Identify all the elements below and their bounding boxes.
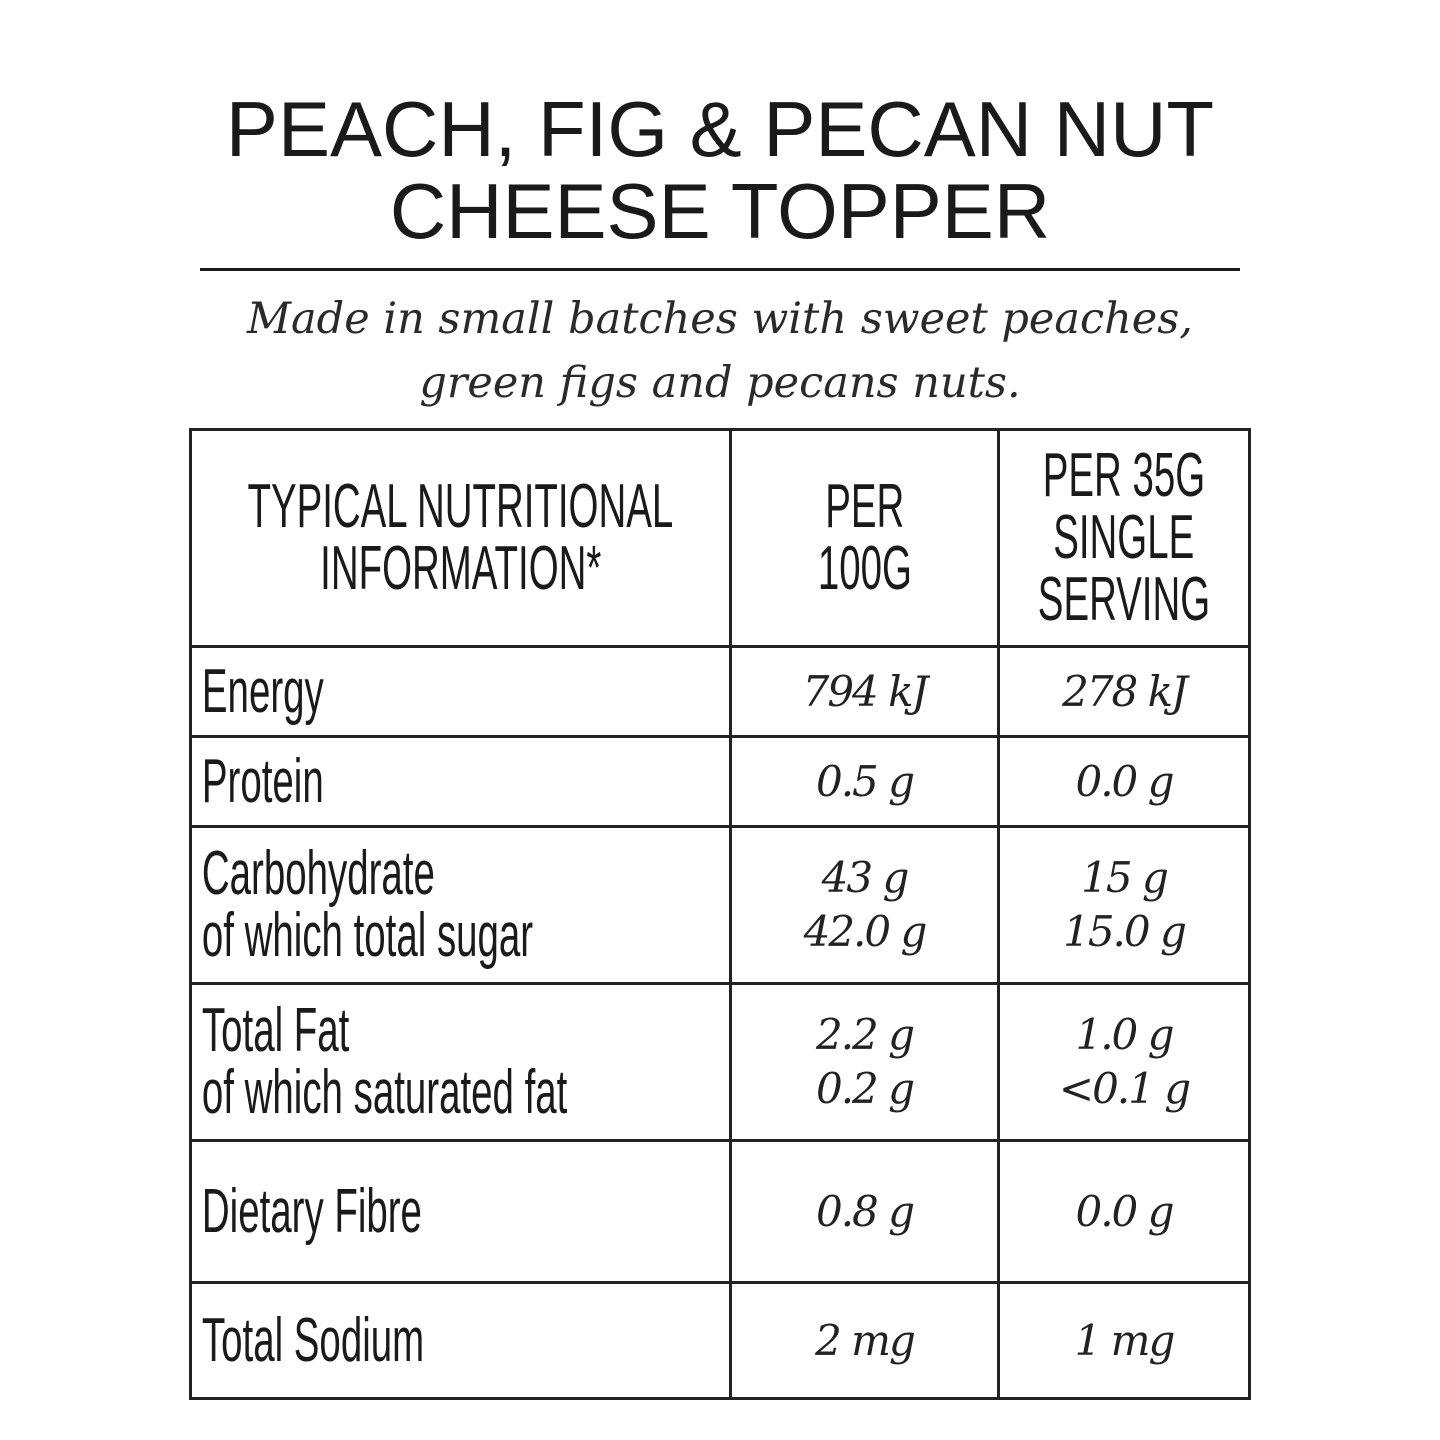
table-row <box>192 738 1248 828</box>
description-line-1: Made in small batches with sweet peaches, <box>247 294 1193 344</box>
row-label: Total Fat <box>201 996 350 1065</box>
header-nutrition-info-line-1: TYPICAL NUTRITIONAL <box>247 472 674 541</box>
product-title-line-2: CHEESE TOPPER <box>389 167 1051 255</box>
per-serving-value: 1 mg <box>1074 1315 1174 1365</box>
per-100g-cell <box>732 738 1000 825</box>
per-serving-subvalue: 15.0 g <box>1063 907 1185 956</box>
row-label: Energy <box>201 656 324 726</box>
per-100g-value: 794 kJ <box>802 666 927 716</box>
product-description <box>0 287 1440 415</box>
header-per-serving-line-3: SERVING <box>1037 565 1211 634</box>
row-label: Total Sodium <box>201 1305 425 1375</box>
header-per-100g-line-1: PER <box>824 472 905 541</box>
row-label-cell <box>192 828 732 982</box>
per-100g-value: 2 mg <box>815 1315 914 1365</box>
table-row <box>192 1284 1248 1397</box>
header-per-100g <box>732 431 1000 645</box>
per-100g-cell <box>732 985 1000 1139</box>
row-label-cell <box>192 1142 732 1281</box>
per-100g-subvalue: 42.0 g <box>803 907 926 956</box>
per-serving-value: 0.0 g <box>1075 756 1173 806</box>
table-row <box>192 828 1248 985</box>
row-label-cell <box>192 985 732 1139</box>
description-line-2: green figs and pecans nuts. <box>419 358 1021 408</box>
header-per-serving-line-1: PER 35G <box>1042 441 1206 510</box>
row-label: Dietary Fibre <box>201 1176 422 1246</box>
row-label: Carbohydrate <box>201 839 435 908</box>
per-serving-cell <box>1000 985 1248 1139</box>
header-nutrition-info-line-2: INFORMATION* <box>319 534 602 603</box>
per-100g-value: 0.8 g <box>815 1186 914 1236</box>
row-label-cell <box>192 648 732 735</box>
table-row <box>192 985 1248 1142</box>
per-100g-cell <box>732 648 1000 735</box>
per-serving-subvalue: <0.1 g <box>1058 1064 1190 1113</box>
per-100g-subvalue: 0.2 g <box>815 1064 914 1113</box>
table-row <box>192 648 1248 738</box>
per-serving-value: 15 g <box>1081 853 1167 902</box>
per-serving-value: 0.0 g <box>1075 1186 1173 1236</box>
row-label-cell <box>192 1284 732 1397</box>
row-sublabel: of which saturated fat <box>201 1058 568 1127</box>
per-100g-value: 2.2 g <box>815 1010 914 1059</box>
row-label-cell <box>192 738 732 825</box>
per-100g-value: 0.5 g <box>815 756 914 806</box>
per-serving-cell <box>1000 828 1248 982</box>
product-title-line-1: PEACH, FIG & PECAN NUT <box>225 85 1215 173</box>
per-100g-cell <box>732 1284 1000 1397</box>
per-serving-cell <box>1000 1284 1248 1397</box>
per-100g-value: 43 g <box>821 853 908 902</box>
header-per-serving-line-2: SINGLE <box>1053 503 1195 572</box>
nutrition-header-row <box>192 431 1248 648</box>
product-title <box>0 85 1440 255</box>
per-serving-value: 1.0 g <box>1075 1010 1173 1059</box>
header-nutrition-info <box>192 431 732 645</box>
per-100g-cell <box>732 828 1000 982</box>
title-divider <box>200 268 1240 271</box>
per-100g-cell <box>732 1142 1000 1281</box>
per-serving-value: 278 kJ <box>1062 666 1186 716</box>
per-serving-cell <box>1000 738 1248 825</box>
per-serving-cell <box>1000 648 1248 735</box>
row-sublabel: of which total sugar <box>201 901 534 970</box>
per-serving-cell <box>1000 1142 1248 1281</box>
header-per-serving <box>1000 431 1248 645</box>
header-per-100g-line-2: 100G <box>817 534 912 603</box>
nutrition-table <box>189 428 1251 1400</box>
table-row <box>192 1142 1248 1284</box>
row-label: Protein <box>201 746 324 816</box>
